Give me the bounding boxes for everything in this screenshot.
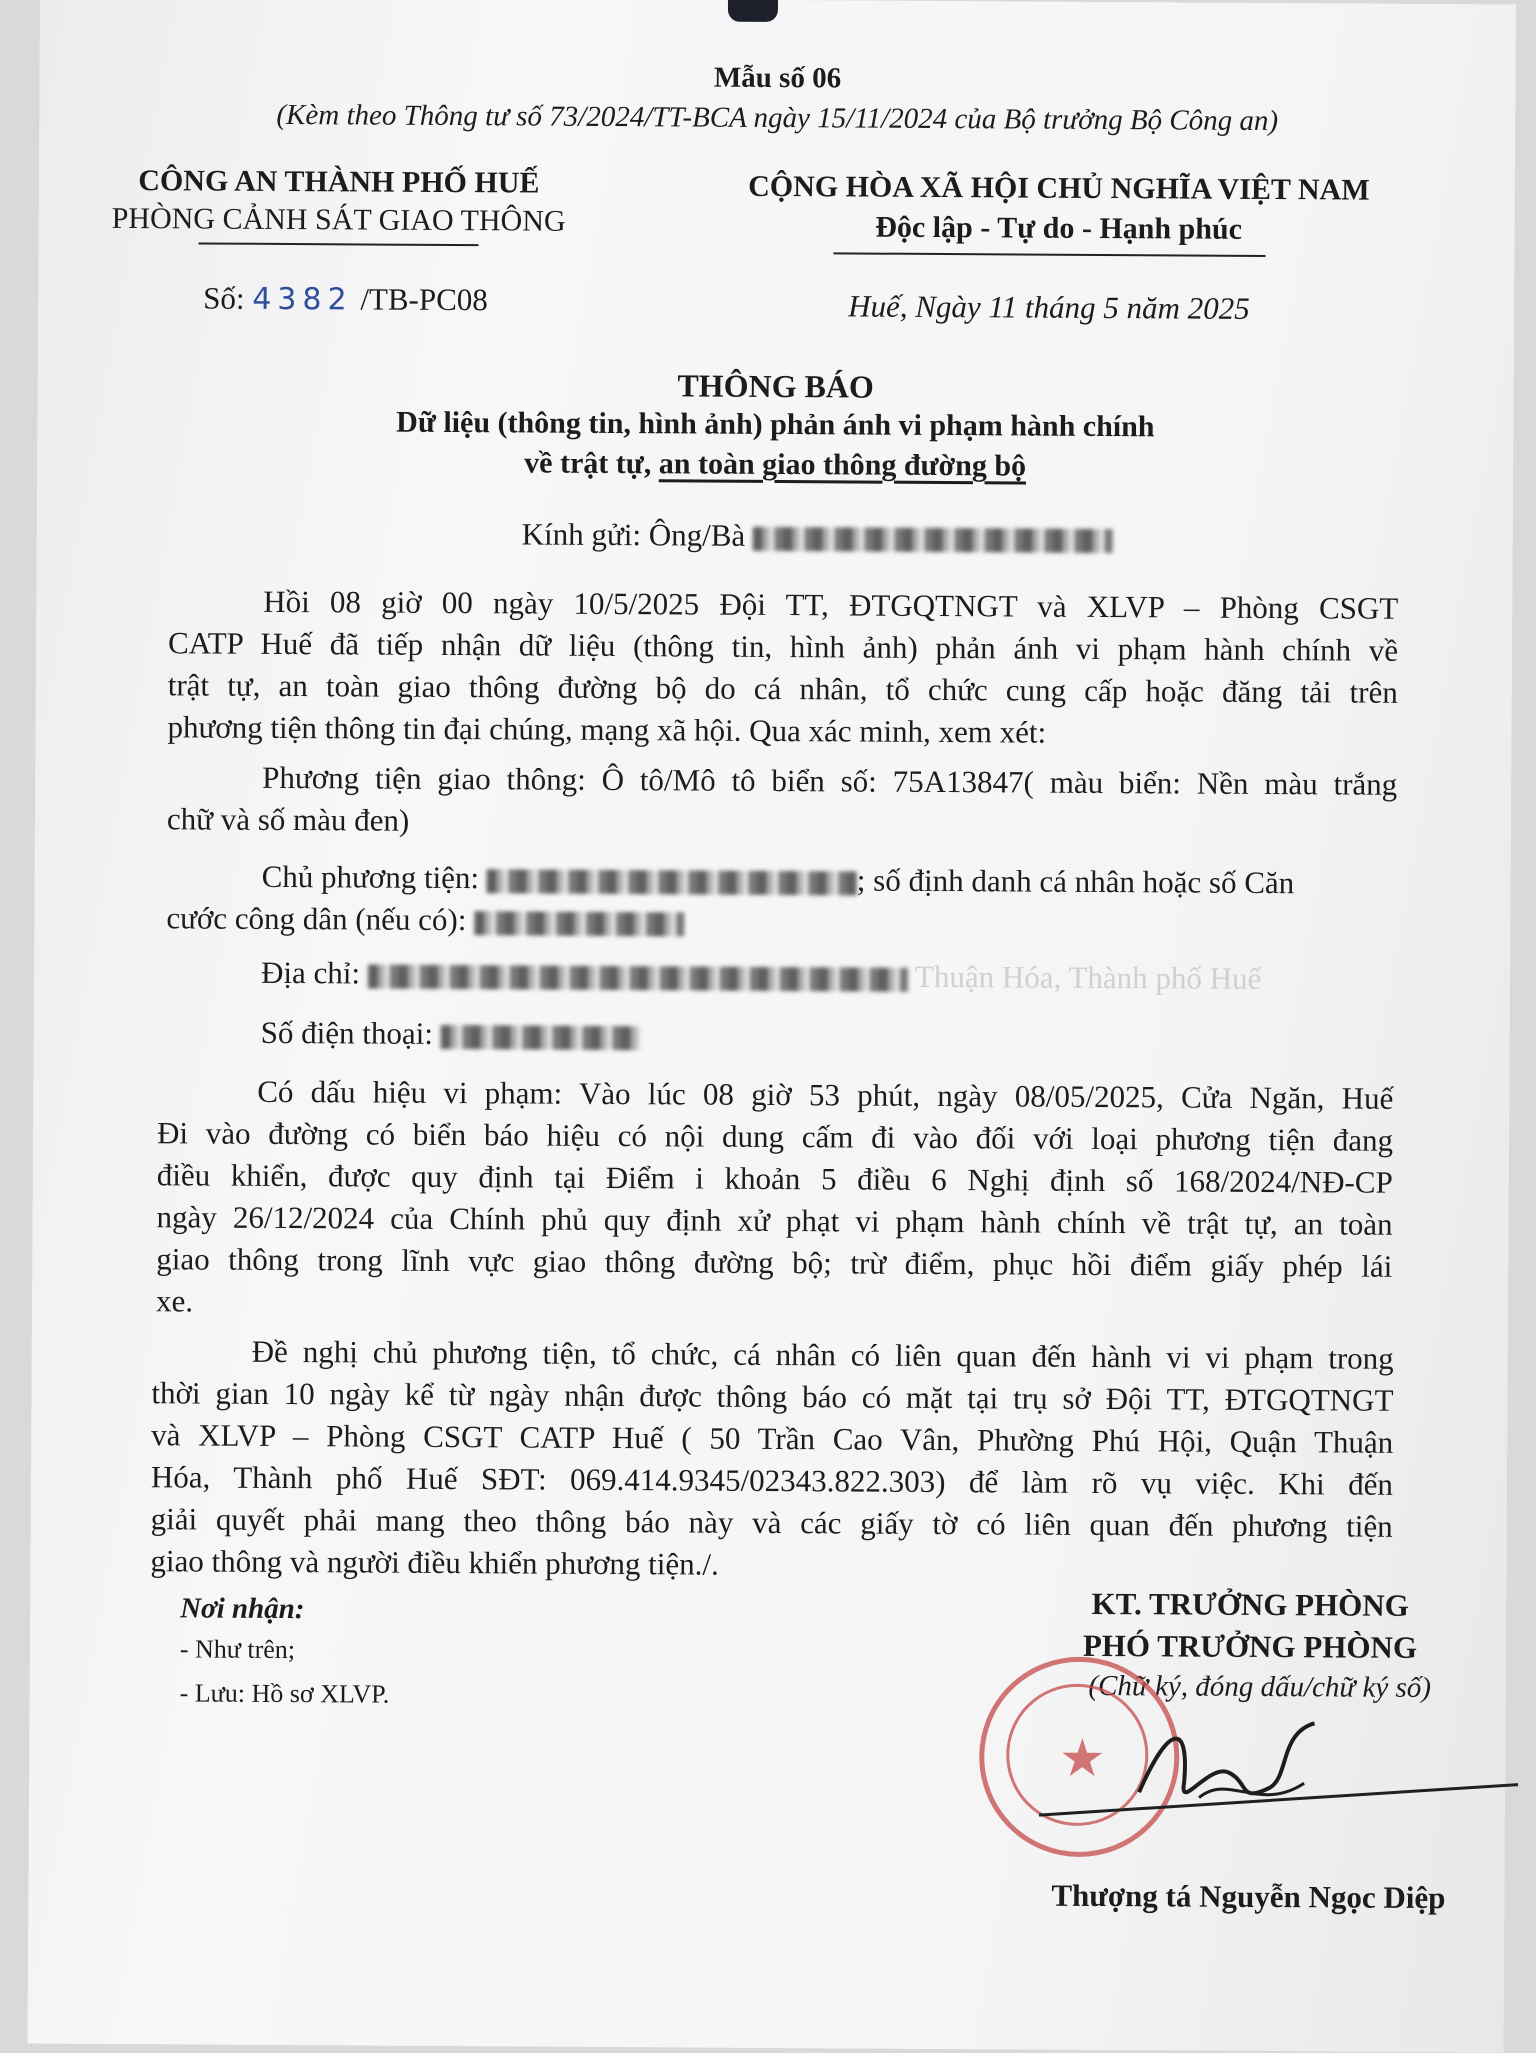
p1-line: CATP Huế đã tiếp nhận dữ liệu (thông tin, hình ảnh) phản ánh vi phạm hành chính về — [167, 625, 1399, 668]
vehicle-line: Phương tiện giao thông: Ô tô/Mô tô biển số: 75A13847( màu biển: Nền màu trắng — [262, 759, 1398, 802]
paragraph-request — [150, 1330, 1394, 1590]
paragraph-vehicle — [167, 756, 1397, 848]
org-name: CÔNG AN THÀNH PHỐ HUẾ — [138, 164, 540, 200]
number-label: Số: — [203, 280, 245, 316]
org-underline — [198, 242, 478, 246]
subtitle-part-b: an toàn giao thông đường bộ — [658, 447, 1027, 483]
violation-line: Đi vào đường có biển báo hiệu có nội dung cấm đi vào đối với loại phương tiện đang — [156, 1115, 1394, 1158]
recipient-label: Kính gửi: Ông/Bà — [521, 516, 746, 553]
redacted-phone — [441, 1025, 641, 1050]
form-note: (Kèm theo Thông tư số 73/2024/TT-BCA ngày 15/11/2024 của Bộ trưởng Bộ Công an) — [276, 98, 1279, 138]
owner-suffix: ; số định danh cá nhân hoặc số Căn — [856, 862, 1295, 901]
nation-title: CỘNG HÒA XÃ HỘI CHỦ NGHĨA VIỆT NAM — [748, 169, 1370, 207]
phone-label: Số điện thoại: — [260, 1014, 434, 1051]
paper-clip — [728, 0, 778, 22]
document-subtitle-1: Dữ liệu (thông tin, hình ảnh) phản ánh vi phạm hành chính — [396, 405, 1155, 444]
violation-line: điều khiển, được quy định tại Điểm i khoản 5 điều 6 Nghị định số 168/2024/NĐ-CP — [156, 1157, 1393, 1200]
document-number — [203, 280, 488, 318]
p1-line: phương tiện thông tin đại chúng, mạng xã hội. Qua xác minh, xem xét: — [167, 709, 1047, 750]
request-line: Hóa, Thành phố Huế SĐT: 069.414.9345/02343.822.303) để làm rõ vụ việc. Khi đến — [150, 1459, 1394, 1502]
p1-line: Hồi 08 giờ 00 ngày 10/5/2025 Đội TT, ĐTGQTNGT và XLVP – Phòng CSGT — [263, 583, 1399, 626]
address-label: Địa chỉ: — [260, 954, 361, 991]
p1-line: trật tự, an toàn giao thông đường bộ do cá nhân, tổ chức cung cấp hoặc đăng tải trên — [167, 667, 1398, 710]
signature-note: (Chữ ký, đóng dấu/chữ ký số) — [1088, 1669, 1432, 1705]
recipients-item: - Như trên; — [179, 1634, 296, 1665]
request-line: Đề nghị chủ phương tiện, tổ chức, cá nhân có liên quan đến hành vi vi phạm trong — [251, 1333, 1394, 1376]
owner-label: Chủ phương tiện: — [261, 858, 480, 896]
motto-underline — [833, 252, 1265, 257]
signature-title-1: KT. TRƯỞNG PHÒNG — [1091, 1585, 1409, 1623]
request-line: giải quyết phải mang theo thông báo này và các giấy tờ có liên quan đến phương tiện — [150, 1501, 1393, 1544]
paragraph-violation — [156, 1070, 1394, 1330]
redacted-owner — [487, 869, 857, 895]
recipients-item: - Lưu: Hồ sơ XLVP. — [179, 1678, 390, 1709]
document-page — [28, 0, 1516, 2052]
violation-line: ngày 26/12/2024 của Chính phủ quy định xử phạt vi phạm hành chính về trật tự, an toàn — [156, 1199, 1393, 1242]
violation-line: xe. — [155, 1283, 194, 1319]
org-department: PHÒNG CẢNH SÁT GIAO THÔNG — [111, 201, 566, 238]
seal-star-icon: ★ — [1058, 1728, 1106, 1790]
redacted-id — [474, 911, 684, 936]
paragraph-received — [167, 580, 1398, 756]
id-label: cước công dân (nếu có): — [166, 900, 467, 938]
number-suffix: /TB-PC08 — [360, 281, 488, 318]
violation-line: Có dấu hiệu vi phạm: Vào lúc 08 giờ 53 phút, ngày 08/05/2025, Cửa Ngăn, Huế — [257, 1073, 1394, 1116]
handwritten-signature — [1129, 1702, 1330, 1833]
id-line — [166, 900, 684, 939]
redacted-address — [368, 964, 908, 991]
nation-motto: Độc lập - Tự do - Hạnh phúc — [875, 210, 1243, 246]
seal-inner-ring — [1006, 1683, 1149, 1826]
violation-line: giao thông trong lĩnh vực giao thông đường bộ; trừ điểm, phục hồi điểm giấy phép lái — [156, 1241, 1393, 1284]
redacted-recipient — [753, 527, 1113, 553]
subtitle-part-a: về trật tự, — [524, 446, 659, 481]
signature-title-2: PHÓ TRƯỞNG PHÒNG — [1082, 1627, 1418, 1665]
address-tail: Thuận Hóa, Thành phố Huế — [914, 958, 1262, 996]
request-line: thời gian 10 ngày kể từ ngày nhận được thông báo có mặt tại trụ sở Đội TT, ĐTGQTNGT — [151, 1375, 1394, 1418]
address-line — [261, 955, 1262, 997]
phone-line — [261, 1015, 641, 1053]
recipient-line — [522, 516, 1113, 556]
recipients-title: Nơi nhận: — [180, 1592, 305, 1626]
signer-name: Thượng tá Nguyễn Ngọc Diệp — [1051, 1877, 1446, 1916]
document-subtitle-2 — [37, 443, 1513, 486]
request-line: giao thông và người điều khiển phương tiện./. — [150, 1543, 719, 1582]
form-number: Mẫu số 06 — [713, 61, 842, 95]
document-date: Huế, Ngày 11 tháng 5 năm 2025 — [848, 288, 1250, 326]
owner-line — [262, 859, 1295, 901]
number-handwritten: 4382 — [252, 281, 353, 318]
document-title: THÔNG BÁO — [677, 367, 874, 405]
vehicle-line: chữ và số màu đen) — [166, 801, 410, 838]
request-line: và XLVP – Phòng CSGT CATP Huế ( 50 Trần Cao Vân, Phường Phú Hội, Quận Thuận — [151, 1417, 1394, 1460]
